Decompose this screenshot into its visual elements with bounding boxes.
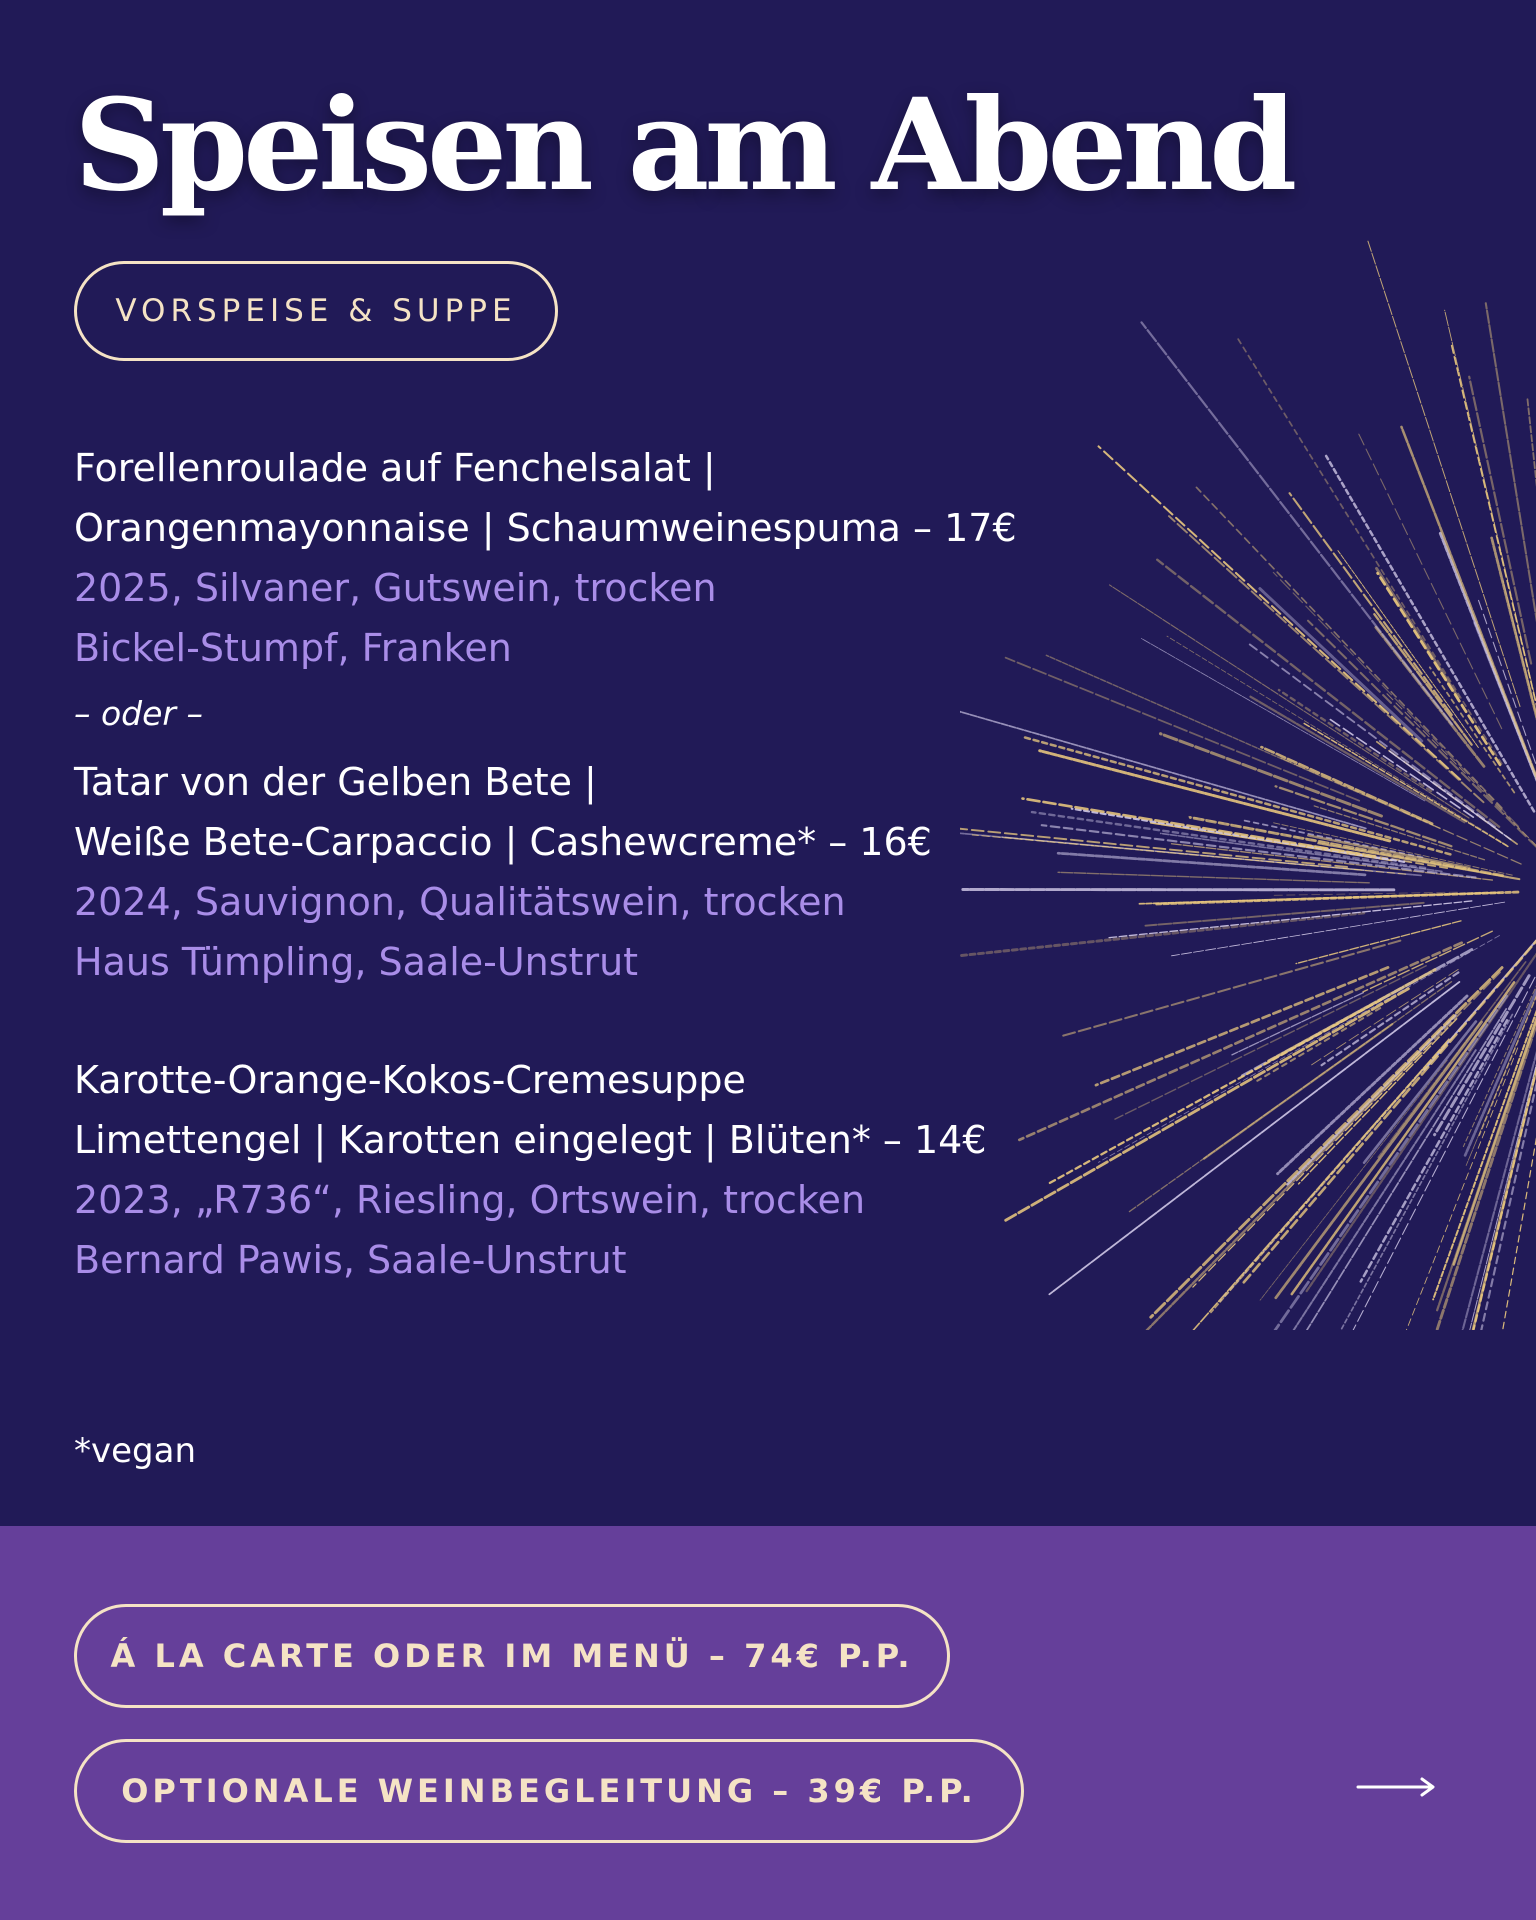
vegan-footnote: *vegan xyxy=(74,1431,197,1471)
wine-producer: Bickel-Stumpf, Franken xyxy=(74,626,512,670)
dish-details: Weiße Bete-Carpaccio | Cashewcreme* – 16€ xyxy=(74,820,932,864)
dish-item xyxy=(74,752,1074,992)
dish-name: Karotte-Orange-Kokos-Cremesuppe xyxy=(74,1058,746,1102)
a-la-carte-menu-button[interactable]: Á LA CARTE ODER IM MENÜ – 74€ P.P. xyxy=(74,1604,950,1708)
dish-details: Limettengel | Karotten eingelegt | Blüten* – 14€ xyxy=(74,1118,987,1162)
dish-item xyxy=(74,438,1074,678)
dish-list xyxy=(74,438,1074,1290)
dish-details: Orangenmayonnaise | Schaumweinespuma – 17€ xyxy=(74,506,1017,550)
dish-name: Forellenroulade auf Fenchelsalat | xyxy=(74,446,716,490)
pricing-section xyxy=(0,1526,1536,1920)
wine-pairing: 2025, Silvaner, Gutswein, trocken xyxy=(74,566,717,610)
spacer xyxy=(74,992,1074,1050)
wine-pairing: 2024, Sauvignon, Qualitätswein, trocken xyxy=(74,880,846,924)
dish-item xyxy=(74,1050,1074,1290)
or-separator: – oder – xyxy=(74,694,203,733)
page-title: Speisen am Abend xyxy=(74,71,1293,219)
wine-producer: Haus Tümpling, Saale-Unstrut xyxy=(74,940,639,984)
wine-pairing-button[interactable]: OPTIONALE WEINBEGLEITUNG – 39€ P.P. xyxy=(74,1739,1024,1843)
section-label-vorspeise-suppe: VORSPEISE & SUPPE xyxy=(74,261,558,361)
arrow-right-icon[interactable] xyxy=(1356,1772,1438,1802)
dish-name: Tatar von der Gelben Bete | xyxy=(74,760,597,804)
wine-producer: Bernard Pawis, Saale-Unstrut xyxy=(74,1238,627,1282)
wine-pairing: 2023, „R736“, Riesling, Ortswein, trocken xyxy=(74,1178,866,1222)
